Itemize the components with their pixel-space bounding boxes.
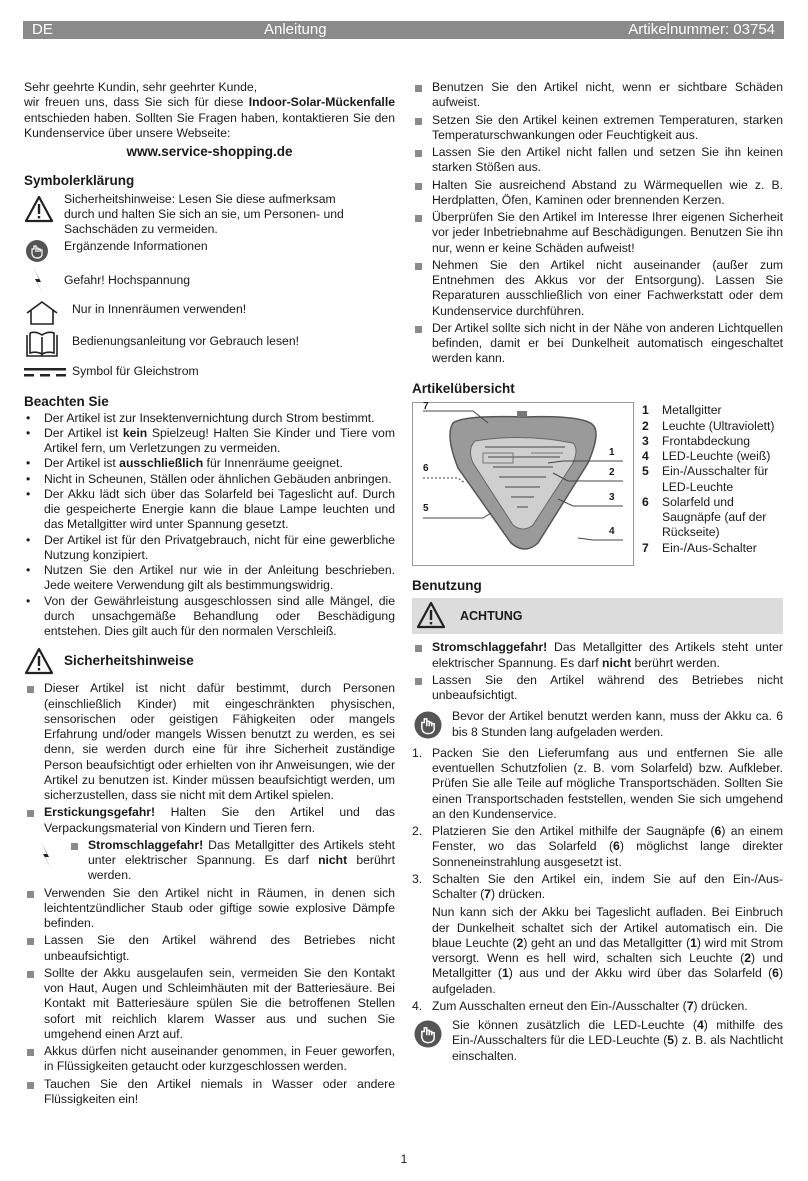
list-item: Akkus dürfen nicht auseinander genommen, in Feuer geworfen, in Flüssigkeiten getaucht oder kurzgeschlossen werden. (24, 1044, 395, 1075)
legend-item: 2 Leuchte (Ultraviolett) (642, 418, 775, 433)
symbol-manual: Bedienungsanleitung vor Gebrauch lesen! (24, 329, 395, 363)
list-item: Stromschlaggefahr! Das Metallgitter des Artikels steht unter elektrischer Spannung. Es darf nicht berührt werden. (68, 838, 395, 884)
callout-5: 5 (423, 503, 429, 515)
list-item: Tauchen Sie den Artikel niemals in Wasser oder andere Flüssigkeiten ein! (24, 1077, 395, 1108)
step-item: 2. Platzieren Sie den Artikel mithilfe der Saugnäpfe (6) an einem Fenster, wo das Solarfeld (6) möglichst lange direkter Sonneneinstrahlung ausgesetzt ist. (412, 824, 784, 869)
symbol-warning: Sicherheitshinweise: Lesen Sie diese aufmerksam durch und halten Sie sich an sie, um Personen- und Sachschäden zu vermeiden. (24, 193, 395, 239)
right-column (412, 80, 783, 1064)
charging-note: Bevor der Artikel benutzt werden kann, muss der Akku ca. 6 bis 8 Stunden lang aufgeladen werden. (412, 709, 783, 740)
safety-list-continued (24, 886, 395, 1108)
list-item: Stromschlaggefahr! Das Metallgitter des Artikels steht unter elektrischer Spannung. Es darf nicht berührt werden. (412, 640, 783, 671)
article-number: Artikelnummer: 03754 (628, 21, 775, 38)
callout-3: 3 (609, 492, 615, 504)
usage-heading: Benutzung (412, 578, 482, 594)
beachten-heading: Beachten Sie (24, 393, 109, 409)
service-url: www.service-shopping.de (126, 144, 293, 159)
safety-heading: Sicherheitshinweise (64, 653, 194, 669)
language-code: DE (32, 21, 53, 38)
electric-shock-warning (24, 838, 395, 884)
intro-paragraph: wir freuen uns, dass Sie sich für diese Indoor-Solar-Mückenfalle entschieden haben. Sollten Sie Fragen haben, kontaktieren Sie den Kundenservice über unsere Webseite: (24, 95, 395, 140)
page-number: 1 (400, 1152, 408, 1166)
list-item: • Der Akku lädt sich über das Solarfeld bei Tageslicht auf. Durch die gespeicherte Energie kann die blaue Lampe leuchten und das Metallgitter wird unter Spannung gesetzt. (24, 487, 395, 533)
usage-warnings (412, 640, 783, 703)
list-item: Nehmen Sie den Artikel nicht auseinander (außer zum Entnehmen des Akkus vor der Entsorgung). Lassen Sie Reparaturen ausschließlich von einer Fachwerkstatt oder dem Kundenservice durchführen. (412, 258, 783, 319)
warning-triangle-icon (24, 195, 54, 223)
legend-item: 3 Frontabdeckung (642, 433, 751, 448)
list-item: • Der Artikel ist für den Privatgebrauch, nicht für eine gewerbliche Nutzung konzipiert. (24, 533, 395, 564)
book-icon (24, 331, 60, 359)
left-column (24, 80, 395, 1109)
hand-info-icon (412, 1019, 444, 1049)
symbol-info: Ergänzende Informationen (24, 239, 395, 263)
legend-item: 5 Ein-/Ausschalter für LED-Leuchte (642, 464, 769, 494)
list-item: • Der Artikel ist kein Spielzeug! Halten Sie Kinder und Tiere vom Artikel fern, um Verletzungen zu vermeiden. (24, 426, 395, 457)
house-icon (24, 300, 60, 326)
list-item: Halten Sie ausreichend Abstand zu Wärmequellen wie z. B. Herdplatten, Öfen, Kaminen oder brennenden Kerzen. (412, 178, 783, 209)
warning-triangle-icon (416, 601, 446, 629)
list-item: Sollte der Akku ausgelaufen sein, vermeiden Sie den Kontakt von Haut, Augen und Schleimhäuten mit der Batteriesäure. Bei Kontakt mit Batteriesäure spülen Sie die betroffenen Stellen sofort mit reichlich klarem Wasser aus und suchen Sie umgehend einen Arzt auf. (24, 966, 395, 1042)
list-item: Setzen Sie den Artikel keinen extremen Temperaturen, starken Temperaturschwankungen oder Feuchtigkeit aus. (412, 113, 783, 144)
legend-item: 4 LED-Leuchte (weiß) (642, 449, 771, 464)
mosquito-trap-drawing (413, 403, 633, 565)
hand-info-icon (412, 710, 444, 740)
list-item: Der Artikel sollte sich nicht in der Nähe von anderen Lichtquellen befinden, damit er bei Dunkelheit automatisch eingeschaltet werden kann. (412, 321, 783, 367)
achtung-banner (412, 598, 783, 634)
led-note: Sie können zusätzlich die LED-Leuchte (4) mithilfe des Ein-/Ausschalters für die LED-Leuchte (5) z. B. als Nachtlicht einschalten. (412, 1018, 783, 1064)
step-item: 3. Schalten Sie den Artikel ein, indem Sie auf den Ein-/Aus-Schalter (7) drücken. Nun kann sich der Akku bei Tageslicht aufladen. Bei Einbruch der Dunkelheit schaltet sich der Artikel automatisch ein. Die blaue Leuchte (2) geht an und das Metallgitter (1) wird mit Strom versorgt. Wenn es hell wird, schalten sich Leuchte (2) und Metallgitter (1) aus und der Akku wird über das Solarfeld (6) aufgeladen. (412, 871, 783, 996)
callout-1: 1 (609, 447, 615, 459)
list-item: Überprüfen Sie den Artikel im Interesse Ihrer eigenen Sicherheit vor jeder Inbetriebnahme auf Beschädigungen. Benutzen Sie ihn nur, wenn er keine Schäden aufweist! (412, 210, 783, 256)
list-item: Dieser Artikel ist nicht dafür bestimmt, durch Personen (einschließlich Kinder) mit eingeschränkten physischen, sensorischen oder geistigen Fähigkeiten oder mangels Erfahrung und/oder mangels Wissen benutzt zu werden, es sei denn, sie werden durch eine für ihre Sicherheit zuständige Person beaufsichtigt oder erhielten von ihr Anweisungen, wie der Artikel zu benutzen ist. Kinder müssen beaufsichtigt werden, um sicherzustellen, dass sie nicht mit dem Artikel spielen. (24, 681, 395, 803)
legend-item: 1 Metallgitter (642, 403, 722, 418)
overview-heading: Artikelübersicht (412, 380, 515, 396)
list-item: Lassen Sie den Artikel während des Betriebes nicht unbeaufsichtigt. (412, 673, 783, 704)
symbol-voltage: Gefahr! Hochspannung (24, 263, 395, 297)
beachten-list (24, 411, 395, 640)
list-item: Benutzen Sie den Artikel nicht, wenn er sichtbare Schäden aufweist. (412, 80, 783, 111)
callout-2: 2 (609, 467, 615, 479)
achtung-label: ACHTUNG (460, 609, 523, 624)
list-item: Erstickungsgefahr! Halten Sie den Artikel und das Verpackungsmaterial von Kindern und Tieren fern. (24, 805, 395, 836)
legend-item: 7 Ein-/Aus-Schalter (642, 540, 757, 555)
list-item: • Von der Gewährleistung ausgeschlossen sind alle Mängel, die durch unsachgemäße Behandlung oder Beschädigung entstehen. Dies gilt auch für den normalen Verschleiß. (24, 594, 395, 640)
symbol-heading: Symbolerklärung (24, 172, 135, 188)
list-item: Verwenden Sie den Artikel nicht in Räumen, in denen sich leichtentzündlicher Staub oder giftige sowie explosive Dämpfe befinden. (24, 886, 395, 932)
product-illustration (412, 402, 634, 566)
parts-legend (642, 403, 787, 556)
page-header-bar (23, 21, 784, 39)
symbol-indoor: Nur in Innenräumen verwenden! (24, 297, 395, 329)
lightning-icon (38, 840, 54, 870)
safety-heading-row (24, 645, 395, 681)
callout-7: 7 (423, 401, 429, 413)
safety-list (24, 681, 395, 836)
safety-list-right (412, 80, 783, 367)
usage-steps (412, 746, 783, 1014)
list-item: Lassen Sie den Artikel nicht fallen und setzen Sie ihn keinen starken Stößen aus. (412, 145, 783, 176)
step-item: 1. Packen Sie den Lieferumfang aus und entfernen Sie alle eventuellen Schutzfolien (z. B. vom Solarfeld) bzw. Aufkleber. Prüfen Sie alle Teile auf mögliche Transportschäden. Sollten Sie einen Transportschaden feststellen, wenden Sie sich umgehend an den Kundenservice. (412, 745, 783, 821)
callout-6: 6 (423, 463, 429, 475)
header-title: Anleitung (264, 21, 327, 38)
list-item: • Der Artikel ist ausschließlich für Innenräume geeignet. (24, 456, 395, 471)
symbol-dc: Symbol für Gleichstrom (24, 363, 395, 389)
hand-info-icon (24, 239, 50, 263)
list-item: • Nicht in Scheunen, Ställen oder ähnlichen Gebäuden anbringen. (24, 472, 395, 487)
greeting: Sehr geehrte Kundin, sehr geehrter Kunde, (24, 80, 258, 94)
warning-triangle-icon (24, 647, 54, 675)
list-item: Lassen Sie den Artikel während des Betriebes nicht unbeaufsichtigt. (24, 933, 395, 964)
callout-4: 4 (609, 526, 615, 538)
legend-item: 6 Solarfeld und Saugnäpfe (auf der Rückseite) (642, 494, 767, 540)
lightning-icon (30, 265, 46, 295)
step-item: 4. Zum Ausschalten erneut den Ein-/Ausschalter (7) drücken. (412, 998, 748, 1013)
product-overview (412, 397, 783, 564)
product-name: Indoor-Solar-Mückenfalle (248, 95, 395, 110)
direct-current-icon (24, 368, 66, 378)
list-item: • Nutzen Sie den Artikel nur wie in der Anleitung beschrieben. Jede weitere Verwendung gilt als bestimmungswidrig. (24, 563, 395, 594)
list-item: • Der Artikel ist zur Insektenvernichtung durch Strom bestimmt. (24, 411, 395, 426)
